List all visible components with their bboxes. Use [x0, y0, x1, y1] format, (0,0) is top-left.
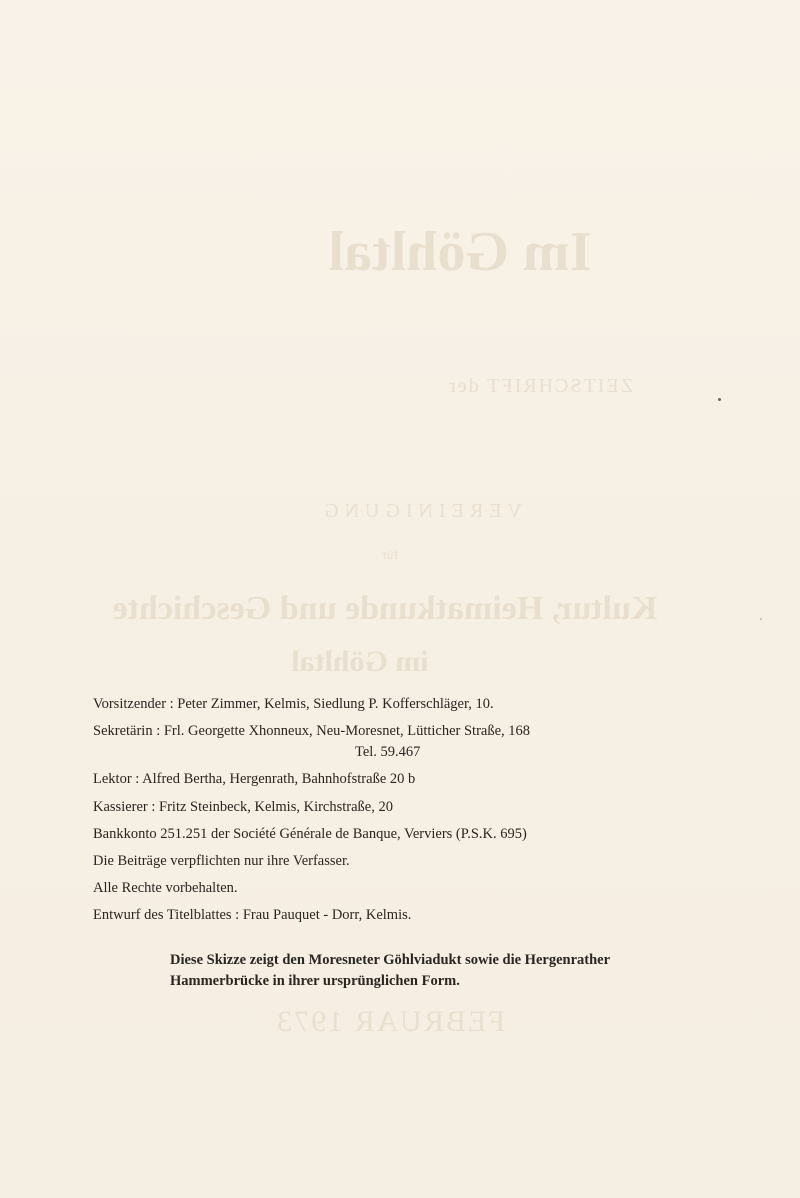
caption-line-2: Hammerbrücke in ihrer ursprünglichen Form.	[170, 973, 460, 990]
bank-account-line: Bankkonto 251.251 der Société Générale de Banque, Verviers (P.S.K. 695)	[93, 825, 527, 842]
illustration-caption	[170, 950, 730, 992]
bleed-through-date: FEBRUAR 1973	[275, 1005, 505, 1038]
editor-line: Lektor : Alfred Bertha, Hergenrath, Bahnhofstraße 20 b	[93, 771, 416, 788]
chair-line: Vorsitzender : Peter Zimmer, Kelmis, Siedlung P. Kofferschläger, 10.	[93, 696, 494, 712]
imprint-block	[93, 695, 733, 933]
caption-line-1: Diese Skizze zeigt den Moresneter Göhlviadukt sowie die Hergenrather	[170, 952, 611, 968]
bleed-through-association: VEREINIGUNG	[318, 500, 522, 522]
bleed-through-culture: Kultur, Heimatkunde und Geschichte	[112, 590, 658, 627]
disclaimer-line: Die Beiträge verpflichten nur ihre Verfasser.	[93, 852, 350, 869]
bleed-through-fuer: für	[381, 548, 399, 563]
bleed-through-subtitle: ZEITSCHRIFT der	[447, 375, 633, 397]
secretary-line: Sekretärin : Frl. Georgette Xhonneux, Neu-Moresnet, Lütticher Straße, 168	[93, 723, 531, 740]
secretary-phone: Tel. 59.467	[355, 744, 421, 761]
dust-speck	[760, 618, 762, 620]
cover-design-line: Entwurf des Titelblattes : Frau Pauquet - Dorr, Kelmis.	[93, 907, 412, 923]
rights-line: Alle Rechte vorbehalten.	[93, 879, 238, 896]
dust-speck	[718, 398, 721, 401]
bleed-through-place: im Göhltal	[291, 645, 429, 678]
bleed-through-title: Im Göhltal	[328, 221, 592, 283]
treasurer-line: Kassierer : Fritz Steinbeck, Kelmis, Kirchstraße, 20	[93, 798, 393, 815]
